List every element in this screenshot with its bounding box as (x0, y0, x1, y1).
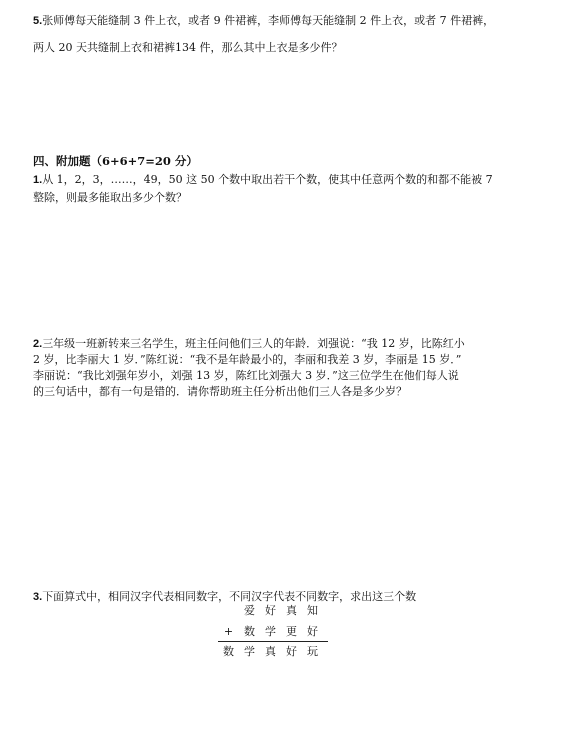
puzzle-char: 学 (244, 645, 255, 658)
a2-text-2: 2 岁，比李丽大 1 岁．”陈红说：“我不是年龄最小的，李丽和我差 3 岁，李丽是 15 岁．” (33, 353, 462, 366)
puzzle-char: 更 (286, 625, 297, 638)
puzzle-char: 学 (265, 625, 276, 638)
a2-line3 (33, 369, 459, 383)
a2-text-1: 三年级一班新转来三名学生，班主任问他们三人的年龄．刘强说：“我 12 岁，比陈红小 (42, 337, 465, 350)
a3-text-1: 下面算式中，相同汉字代表相同数字，不同汉字代表不同数字，求出这三个数 (42, 590, 417, 603)
q5-text-2: 两人 20 天共缝制上衣和裙裤134 件，那么其中上衣是多少件？ (33, 41, 343, 54)
puzzle-char: 数 (223, 645, 234, 658)
puzzle-row-3 (218, 645, 323, 659)
puzzle-char: 好 (265, 604, 276, 617)
q5-line2 (33, 41, 342, 55)
puzzle-char: 真 (265, 645, 276, 658)
puzzle-row-1 (239, 604, 323, 618)
q5-text-1: 张师傅每天能缝制 3 件上衣，或者 9 件裙裤，李师傅每天能缝制 2 件上衣，或者 7 件裙裤， (42, 14, 495, 27)
puzzle-char: 好 (307, 625, 318, 638)
puzzle-char: 知 (307, 604, 318, 617)
puzzle-row-2 (218, 625, 323, 639)
a1-text-1: 从 1，2，3，……，49，50 这 50 个数中取出若干个数，使其中任意两个数的和都不能被 7 (42, 173, 493, 186)
q5-number: 5. (33, 15, 43, 27)
a1-line2 (33, 191, 187, 205)
a3-line1 (33, 590, 416, 604)
puzzle-char: 爱 (244, 604, 255, 617)
q5-line1 (33, 14, 494, 28)
a2-text-4: 的三句话中，都有一句是错的．请你帮助班主任分析出他们三人各是多少岁？ (33, 385, 407, 398)
addition-puzzle (218, 604, 338, 664)
plus-sign: + (223, 625, 234, 638)
puzzle-char: 好 (286, 645, 297, 658)
a2-line4 (33, 385, 407, 399)
a1-text-2: 整除，则最多能取出多少个数？ (33, 191, 187, 204)
puzzle-char: 真 (286, 604, 297, 617)
a3-number: 3. (33, 591, 43, 603)
puzzle-char: 玩 (307, 645, 318, 658)
a2-line1 (33, 337, 465, 351)
a2-line2 (33, 353, 461, 367)
a1-line1 (33, 173, 493, 187)
section4-heading: 四、附加题（6+6+7=20 分） (33, 154, 198, 168)
puzzle-char: 数 (244, 625, 255, 638)
a2-text-3: 李丽说：“我比刘强年岁小，刘强 13 岁，陈红比刘强大 3 岁．”这三位学生在他们每人说 (33, 369, 459, 382)
a1-number: 1. (33, 174, 43, 186)
sum-divider-line (218, 641, 328, 642)
a2-number: 2. (33, 338, 43, 350)
